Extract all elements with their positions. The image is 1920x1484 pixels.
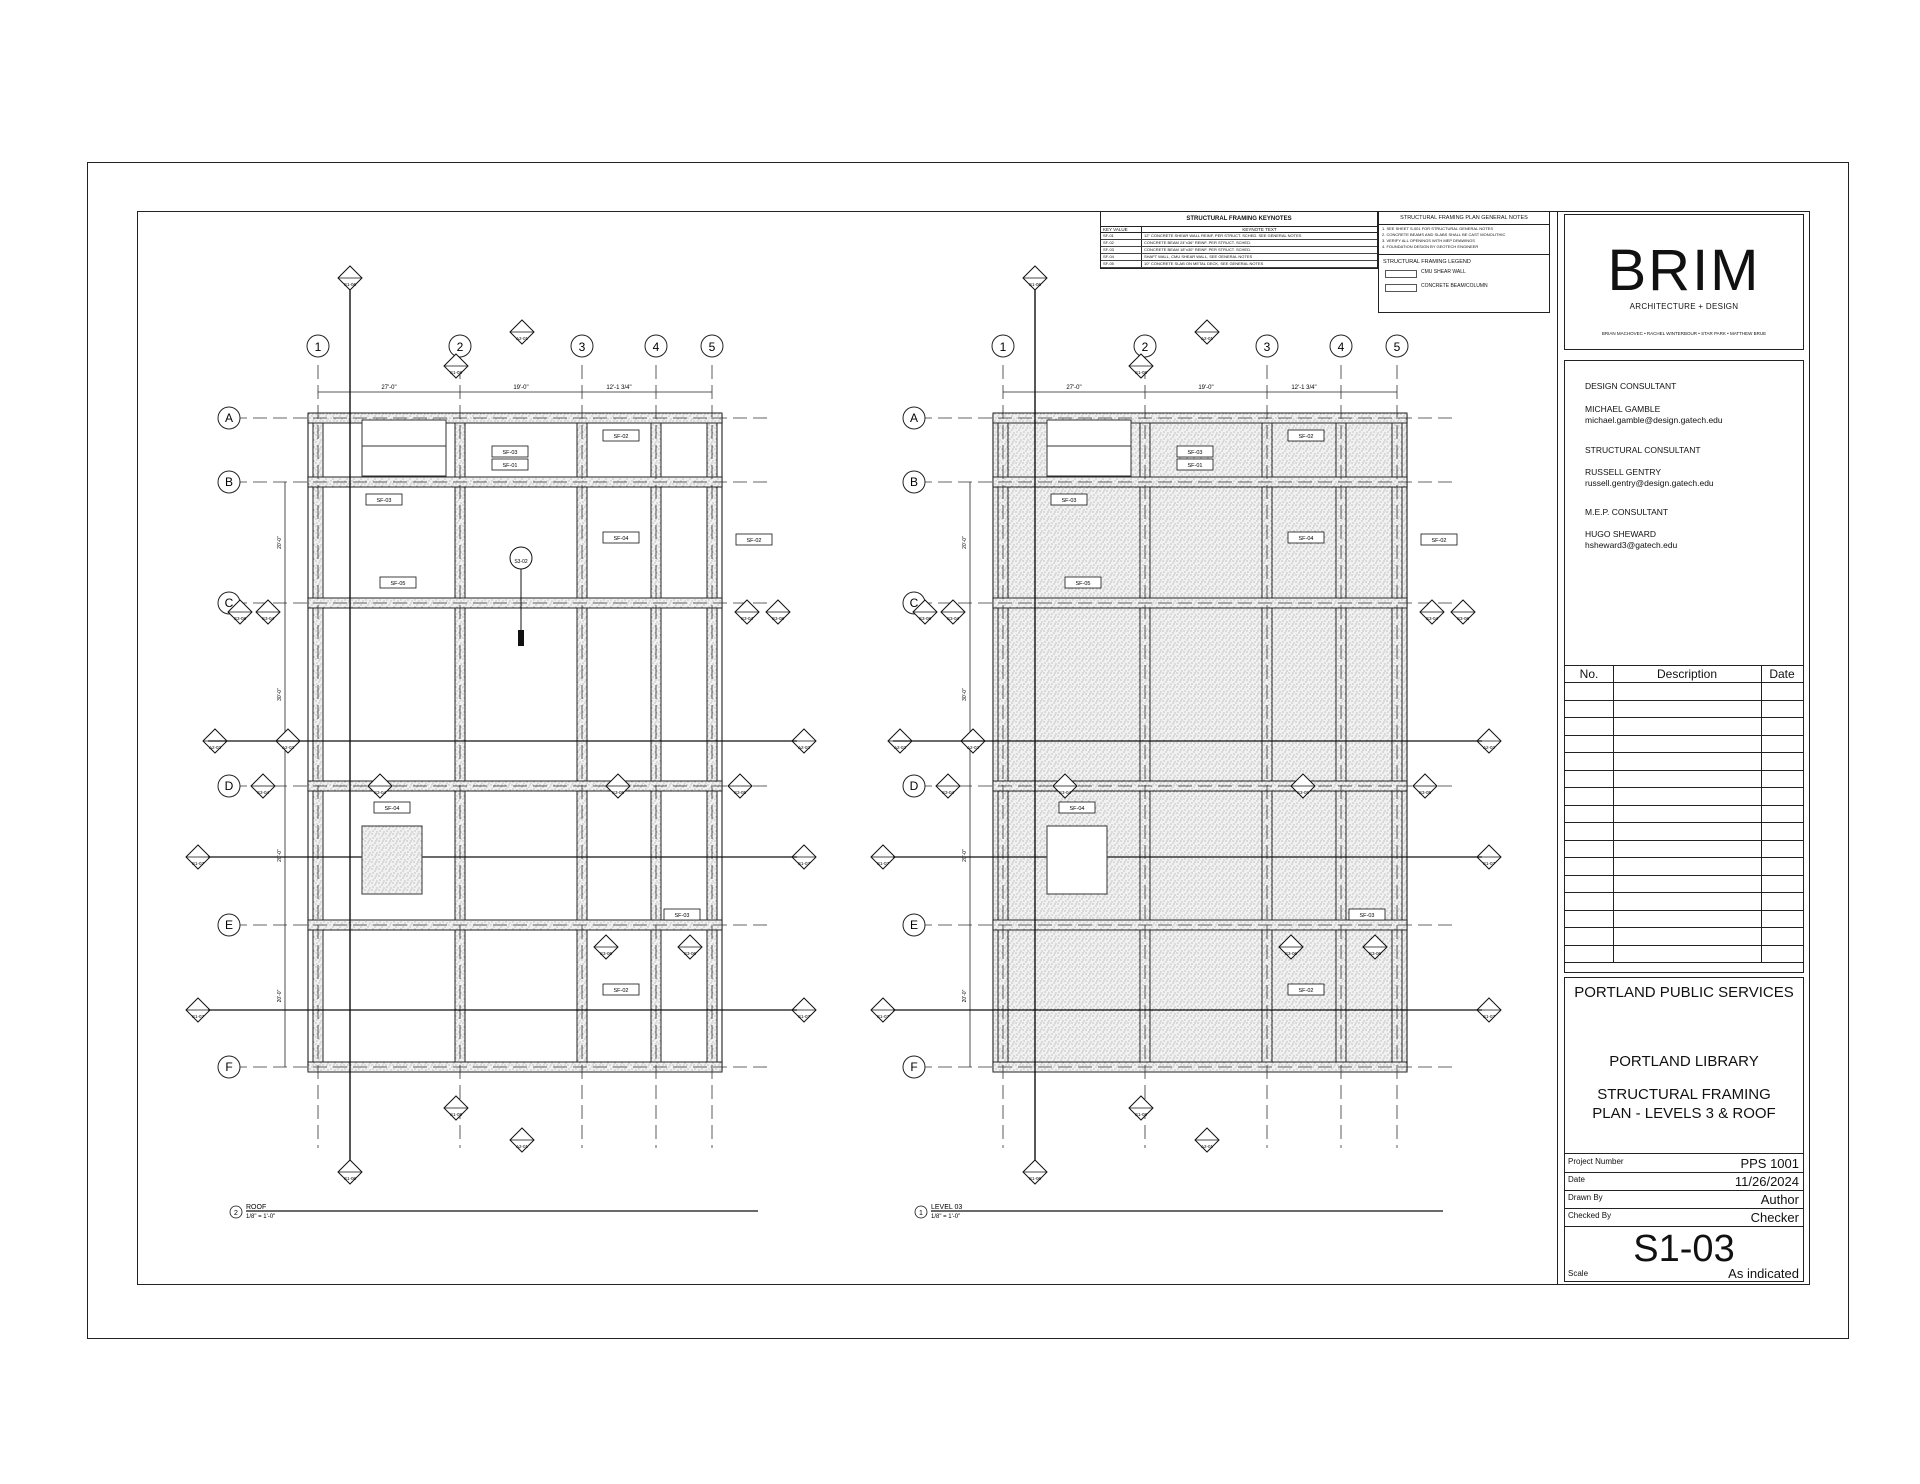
detail-marker: S3-04 <box>1425 616 1439 621</box>
callout-marker <box>518 630 524 646</box>
field-key: Project Number <box>1568 1157 1624 1166</box>
general-note-line: 2. CONCRETE BEAMS AND SLABS SHALL BE CAST MONOLITHIC <box>1382 232 1506 237</box>
keynote-tag: SF-05 <box>390 581 406 587</box>
revision-row <box>1565 788 1803 806</box>
project-fields <box>1565 1153 1803 1226</box>
scale-value: As indicated <box>1728 1266 1799 1281</box>
field-key: Drawn By <box>1568 1193 1603 1202</box>
keynote-row <box>1101 247 1377 254</box>
general-note-line: 1. SEE SHEET S-001 FOR STRUCTURAL GENERAL NOTES <box>1382 226 1493 231</box>
field-value: PPS 1001 <box>1740 1156 1799 1171</box>
project-box <box>1564 977 1804 1282</box>
firm-team: BRIAN MACHOVEC • RACHEL WINTERBOUR • STAR PARK • MATTHEW BRUE <box>1601 331 1767 336</box>
field-date <box>1565 1172 1803 1191</box>
grid-label: 3 <box>1263 340 1271 354</box>
grid-label: E <box>909 918 919 932</box>
detail-marker: S3-04 <box>1058 790 1072 795</box>
detail-marker: S3-08 <box>1456 616 1470 621</box>
structural-consultant-name: RUSSELL GENTRY <box>1585 467 1662 477</box>
keynote-key: SF-02 <box>1101 240 1142 246</box>
keynote-text: 10" CONCRETE SLAB ON METAL DECK, SEE GENERAL NOTES <box>1144 261 1264 266</box>
keynote-tag: SF-04 <box>384 806 400 812</box>
keynote-tag: SF-04 <box>1069 806 1085 812</box>
grid-label: E <box>224 918 234 932</box>
keynote-tag: SF-03 <box>1061 498 1077 504</box>
revision-row <box>1565 928 1803 946</box>
side-marker: S1-07 <box>191 1014 205 1019</box>
keynote-tag: SF-02 <box>613 988 629 994</box>
elevation-marker: S1-08 <box>1134 370 1148 375</box>
grid-label: F <box>910 1060 918 1074</box>
keynote-tag: SF-03 <box>502 450 518 456</box>
grid-label: 4 <box>652 340 660 354</box>
general-notes-title: STRUCTURAL FRAMING PLAN GENERAL NOTES <box>1379 212 1549 225</box>
grid-label: D <box>224 779 234 793</box>
callout-label: S3-02 <box>514 559 528 565</box>
section-marker-top: S1-06 <box>343 282 357 287</box>
grid-label: B <box>909 475 919 489</box>
client-name: PORTLAND PUBLIC SERVICES <box>1574 984 1794 1001</box>
mep-consultant-name: HUGO SHEWARD <box>1585 529 1656 539</box>
project-name: PORTLAND LIBRARY <box>1609 1053 1759 1070</box>
elevation-marker: A2-01 <box>515 1144 529 1149</box>
revision-row <box>1565 911 1803 929</box>
revision-row <box>1565 701 1803 719</box>
elevation-marker: A2-01 <box>515 336 529 341</box>
keynote-tag: SF-05 <box>1075 581 1091 587</box>
detail-marker: S3-04 <box>941 790 955 795</box>
revision-row <box>1565 771 1803 789</box>
stair-opening <box>362 420 446 476</box>
side-marker: A2-02 <box>893 745 907 750</box>
sheet-number: S1-03 <box>1633 1228 1735 1270</box>
field-value: Checker <box>1750 1210 1799 1225</box>
shaft-box <box>1047 826 1107 894</box>
field-checked-by <box>1565 1208 1803 1227</box>
side-marker: A2-02 <box>208 745 222 750</box>
cmu-legend-swatch <box>1385 270 1417 278</box>
revision-row <box>1565 893 1803 911</box>
keynote-tag: SF-03 <box>674 913 690 919</box>
beam-legend-label: CONCRETE BEAM/COLUMN <box>1421 283 1488 289</box>
shaft-box <box>362 826 422 894</box>
detail-marker: S3-06 <box>599 951 613 956</box>
view-scale: 1/8" = 1'-0" <box>931 1214 961 1220</box>
detail-marker: S3-04 <box>256 790 270 795</box>
keynotes-col-key: KEY VALUE <box>1101 227 1142 232</box>
side-marker: S1-07 <box>797 1014 811 1019</box>
structural-consultant-email: russell.gentry@design.gatech.edu <box>1585 478 1714 488</box>
design-consultant-role: DESIGN CONSULTANT <box>1585 381 1677 391</box>
dimension-text: 30'-0" <box>962 688 968 701</box>
callout-bubble <box>510 547 532 569</box>
detail-marker: S3-06 <box>1368 951 1382 956</box>
consultants-box <box>1564 360 1804 973</box>
elevation-marker: S1-08 <box>449 370 463 375</box>
detail-marker: S3-04 <box>373 790 387 795</box>
grid-label: 2 <box>1141 340 1149 354</box>
dimension-text: 20'-0" <box>277 849 283 862</box>
side-marker: A2-02 <box>797 745 811 750</box>
revision-row <box>1565 806 1803 824</box>
elevation-marker: S1-08 <box>449 1112 463 1117</box>
revision-row <box>1565 841 1803 859</box>
logo-box <box>1564 214 1804 350</box>
dimension-text: 27'-0" <box>1066 385 1082 391</box>
sheet-title: STRUCTURAL FRAMING PLAN - LEVELS 3 & ROOF <box>1592 1086 1776 1122</box>
beam-legend-swatch <box>1385 284 1417 292</box>
detail-marker: S3-06 <box>1284 951 1298 956</box>
dimension-text: 30'-0" <box>277 688 283 701</box>
detail-marker: S3-08 <box>233 616 247 621</box>
detail-marker: S3-05 <box>1418 790 1432 795</box>
field-key: Checked By <box>1568 1211 1612 1220</box>
keynote-tag: SF-03 <box>1187 450 1203 456</box>
cmu-legend-label: CMU SHEAR WALL <box>1421 269 1466 275</box>
view-title: LEVEL 03 <box>931 1204 963 1211</box>
dimension-text: 20'-0" <box>277 989 283 1003</box>
keynote-tag: SF-03 <box>376 498 392 504</box>
legend-title: STRUCTURAL FRAMING LEGEND <box>1379 254 1549 267</box>
grid-label: A <box>224 411 234 425</box>
keynote-tag: SF-02 <box>1298 988 1314 994</box>
dimension-text: 19'-0" <box>1198 385 1214 391</box>
field-value: Author <box>1760 1192 1799 1207</box>
dimension-text: 19'-0" <box>513 385 529 391</box>
side-marker: S1-07 <box>191 861 205 866</box>
grid-label: B <box>224 475 234 489</box>
section-marker-top: S1-06 <box>1028 282 1042 287</box>
rev-col-no: No. <box>1565 666 1614 682</box>
mep-consultant-role: M.E.P. CONSULTANT <box>1585 507 1669 517</box>
side-marker: S1-07 <box>876 1014 890 1019</box>
keynote-tag: SF-01 <box>502 463 518 469</box>
revision-row <box>1565 858 1803 876</box>
keynote-tag: SF-02 <box>1298 434 1314 440</box>
grid-label: 1 <box>314 340 322 354</box>
side-marker: S1-07 <box>876 861 890 866</box>
keynotes-col-text: KEYNOTE TEXT <box>1242 227 1277 232</box>
grid-label: F <box>225 1060 233 1074</box>
general-note-line: 4. FOUNDATION DESIGN BY GEOTECH ENGINEER <box>1382 244 1479 249</box>
mep-consultant-email: hsheward3@gatech.edu <box>1585 540 1678 550</box>
dimension-text: 20'-0" <box>277 536 283 549</box>
general-note-line: 3. VERIFY ALL OPENINGS WITH MEP DRAWINGS <box>1382 238 1475 243</box>
keynote-tag: SF-04 <box>613 536 629 542</box>
keynote-row <box>1101 254 1377 261</box>
detail-marker: S3-04 <box>740 616 754 621</box>
detail-marker: S3-08 <box>771 616 785 621</box>
grid-label: 1 <box>999 340 1007 354</box>
field-project-number <box>1565 1154 1803 1173</box>
design-consultant-name: MICHAEL GAMBLE <box>1585 404 1661 414</box>
dimension-text: 20'-0" <box>962 849 968 862</box>
detail-marker: S3-05 <box>733 790 747 795</box>
detail-marker: S3-05 <box>611 790 625 795</box>
revision-row <box>1565 753 1803 771</box>
dimension-text: 20'-0" <box>962 989 968 1003</box>
keynote-tag: SF-01 <box>1187 463 1203 469</box>
detail-marker: S3-04 <box>946 616 960 621</box>
revision-table <box>1565 665 1803 955</box>
field-key: Date <box>1568 1175 1585 1184</box>
rev-col-description: Description <box>1613 666 1762 682</box>
grid-label: 2 <box>456 340 464 354</box>
elevation-marker: A2-01 <box>1200 1144 1214 1149</box>
plan-level-03 <box>871 266 1501 1220</box>
revision-row <box>1565 823 1803 841</box>
side-marker: A2-02 <box>281 745 295 750</box>
grid-label: C <box>224 596 234 610</box>
keynote-key: SF-04 <box>1101 254 1142 260</box>
grid-label: D <box>909 779 919 793</box>
keynote-tag: SF-02 <box>613 434 629 440</box>
firm-subtitle: ARCHITECTURE + DESIGN <box>1629 302 1739 311</box>
general-notes-box <box>1378 211 1550 313</box>
view-title: ROOF <box>246 1204 267 1211</box>
keynote-row <box>1101 240 1377 247</box>
dimension-text: 12'-1 3/4" <box>606 385 632 391</box>
structural-consultant-role: STRUCTURAL CONSULTANT <box>1585 445 1701 455</box>
keynote-text: 12" CONCRETE SHEAR WALL REINF. PER STRUCT. SCHED. SEE GENERAL NOTES <box>1144 233 1302 238</box>
grid-label: 4 <box>1337 340 1345 354</box>
elevation-marker: A2-01 <box>1200 336 1214 341</box>
keynote-key: SF-05 <box>1101 261 1142 267</box>
keynote-row <box>1101 233 1377 240</box>
side-marker: A2-02 <box>1482 745 1496 750</box>
title-block <box>1557 211 1810 1285</box>
scale-label: Scale <box>1568 1269 1589 1278</box>
keynotes-table <box>1100 211 1378 269</box>
grid-label: 3 <box>578 340 586 354</box>
keynote-text: CONCRETE BEAM 24"x36" REINF. PER STRUCT. SCHED. <box>1144 240 1252 245</box>
side-marker: S1-07 <box>797 861 811 866</box>
revision-row <box>1565 736 1803 754</box>
keynotes-title: STRUCTURAL FRAMING KEYNOTES <box>1101 212 1377 227</box>
keynote-key: SF-03 <box>1101 247 1142 253</box>
dimension-text: 27'-0" <box>381 385 397 391</box>
revision-row <box>1565 946 1803 964</box>
keynote-text: CONCRETE BEAM 18"x30" REINF. PER STRUCT. SCHED. <box>1144 247 1252 252</box>
design-consultant-email: michael.gamble@design.gatech.edu <box>1585 415 1723 425</box>
keynote-tag: SF-03 <box>1359 913 1375 919</box>
keynote-tag: SF-02 <box>1431 538 1447 544</box>
field-value: 11/26/2024 <box>1734 1174 1799 1189</box>
keynote-row <box>1101 261 1377 268</box>
view-number: 1 <box>919 1210 923 1217</box>
plan-roof <box>186 266 816 1220</box>
keynote-text: SHAFT WALL, CMU SHEAR WALL, SEE GENERAL NOTES <box>1144 254 1253 259</box>
keynote-tag: SF-04 <box>1298 536 1314 542</box>
view-number: 2 <box>234 1210 238 1217</box>
keynote-tag: SF-02 <box>746 538 762 544</box>
side-marker: S1-07 <box>1482 861 1496 866</box>
grid-label: A <box>909 411 919 425</box>
elevation-marker: S1-08 <box>1134 1112 1148 1117</box>
detail-marker: S3-06 <box>683 951 697 956</box>
section-marker-bottom: S1-06 <box>1028 1176 1042 1181</box>
side-marker: S1-07 <box>1482 1014 1496 1019</box>
field-drawn-by <box>1565 1190 1803 1209</box>
firm-logo: BRIM <box>1607 238 1761 303</box>
detail-marker: S3-05 <box>1296 790 1310 795</box>
keynote-key: SF-01 <box>1101 233 1142 239</box>
revision-row <box>1565 683 1803 701</box>
grid-label: C <box>909 596 919 610</box>
stair-opening <box>1047 420 1131 476</box>
dimension-text: 20'-0" <box>962 536 968 549</box>
grid-label: 5 <box>1393 340 1401 354</box>
side-marker: A2-02 <box>966 745 980 750</box>
section-marker-bottom: S1-06 <box>343 1176 357 1181</box>
grid-label: 5 <box>708 340 716 354</box>
rev-col-date: Date <box>1769 667 1795 681</box>
detail-marker: S3-04 <box>261 616 275 621</box>
revision-row <box>1565 718 1803 736</box>
detail-marker: S3-08 <box>918 616 932 621</box>
view-scale: 1/8" = 1'-0" <box>246 1214 276 1220</box>
revision-row <box>1565 876 1803 894</box>
dimension-text: 12'-1 3/4" <box>1291 385 1317 391</box>
